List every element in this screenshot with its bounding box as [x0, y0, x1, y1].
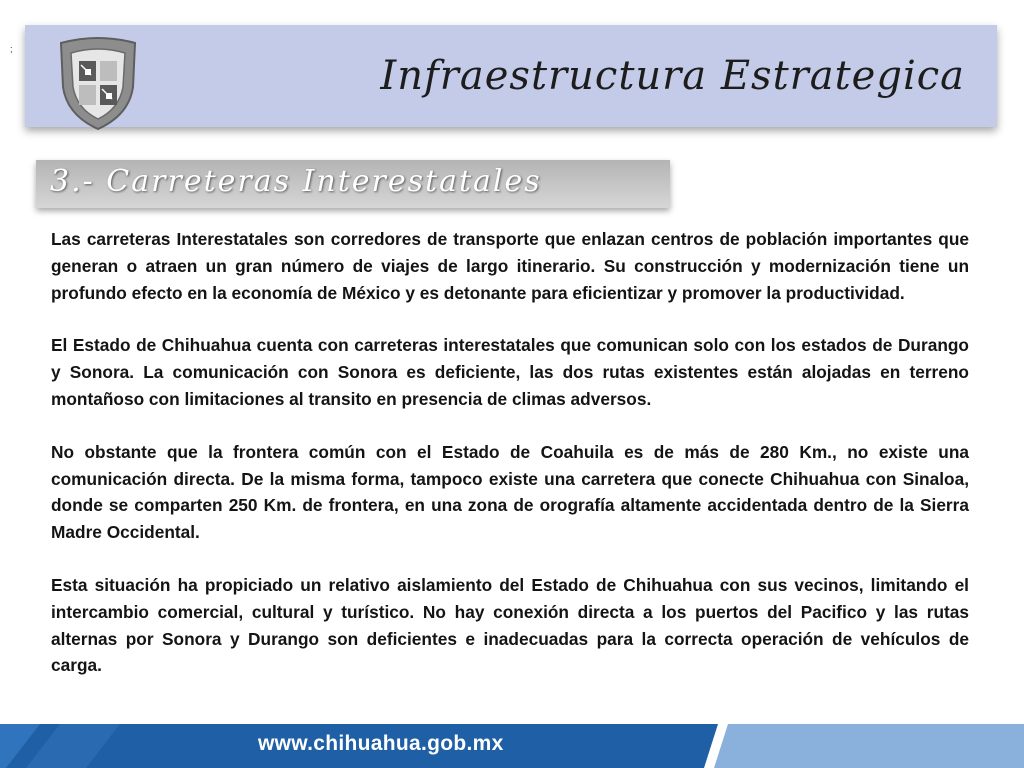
slide-title: Infraestructura Estrategica	[380, 53, 965, 99]
footer-band	[0, 722, 1024, 768]
paragraph: No obstante que la frontera común con el Estado de Coahuila es de más de 280 Km., no existe una comunicación directa. De la misma forma, tampoco existe una carretera que conecte Chihuahua con Sinaloa, donde se comparten 250 Km. de frontera, en una zona de orografía altamente accidentada dentro de la Sierra Madre Occidental.	[51, 441, 969, 543]
footer-url-link[interactable]: www.chihuahua.gob.mx	[258, 732, 504, 755]
footer	[0, 722, 1024, 768]
paragraph: Esta situación ha propiciado un relativo aislamiento del Estado de Chihuahua con sus vecinos, limitando el intercambio comercial, cultural y turístico. No hay conexión directa a los puertos del Pacifico y las rutas alternas por Sonora y Durango son deficientes e inadecuadas para la correcta operación de vehículos de carga.	[51, 574, 969, 676]
paragraph: El Estado de Chihuahua cuenta con carreteras interestatales que comunican solo con los estados de Durango y Sonora. La comunicación con Sonora es deficiente, las dos rutas existentes están alojadas en terreno montañoso con limitaciones al transito en presencia de climas adversos.	[51, 335, 969, 409]
corner-mark: ;	[10, 44, 13, 54]
section-bar	[36, 160, 670, 208]
header-band	[25, 25, 997, 127]
state-seal-icon	[55, 35, 141, 131]
section-title: 3.- Carreteras Interestatales	[50, 164, 542, 199]
paragraph: Las carreteras Interestatales son corredores de transporte que enlazan centros de población importantes que generan o atraen un gran número de viajes de largo itinerario. Su construcción y modernización tiene un profundo efecto en la economía de México y es detonante para eficientizar y promover la productividad.	[51, 229, 969, 303]
body-text	[51, 226, 969, 705]
